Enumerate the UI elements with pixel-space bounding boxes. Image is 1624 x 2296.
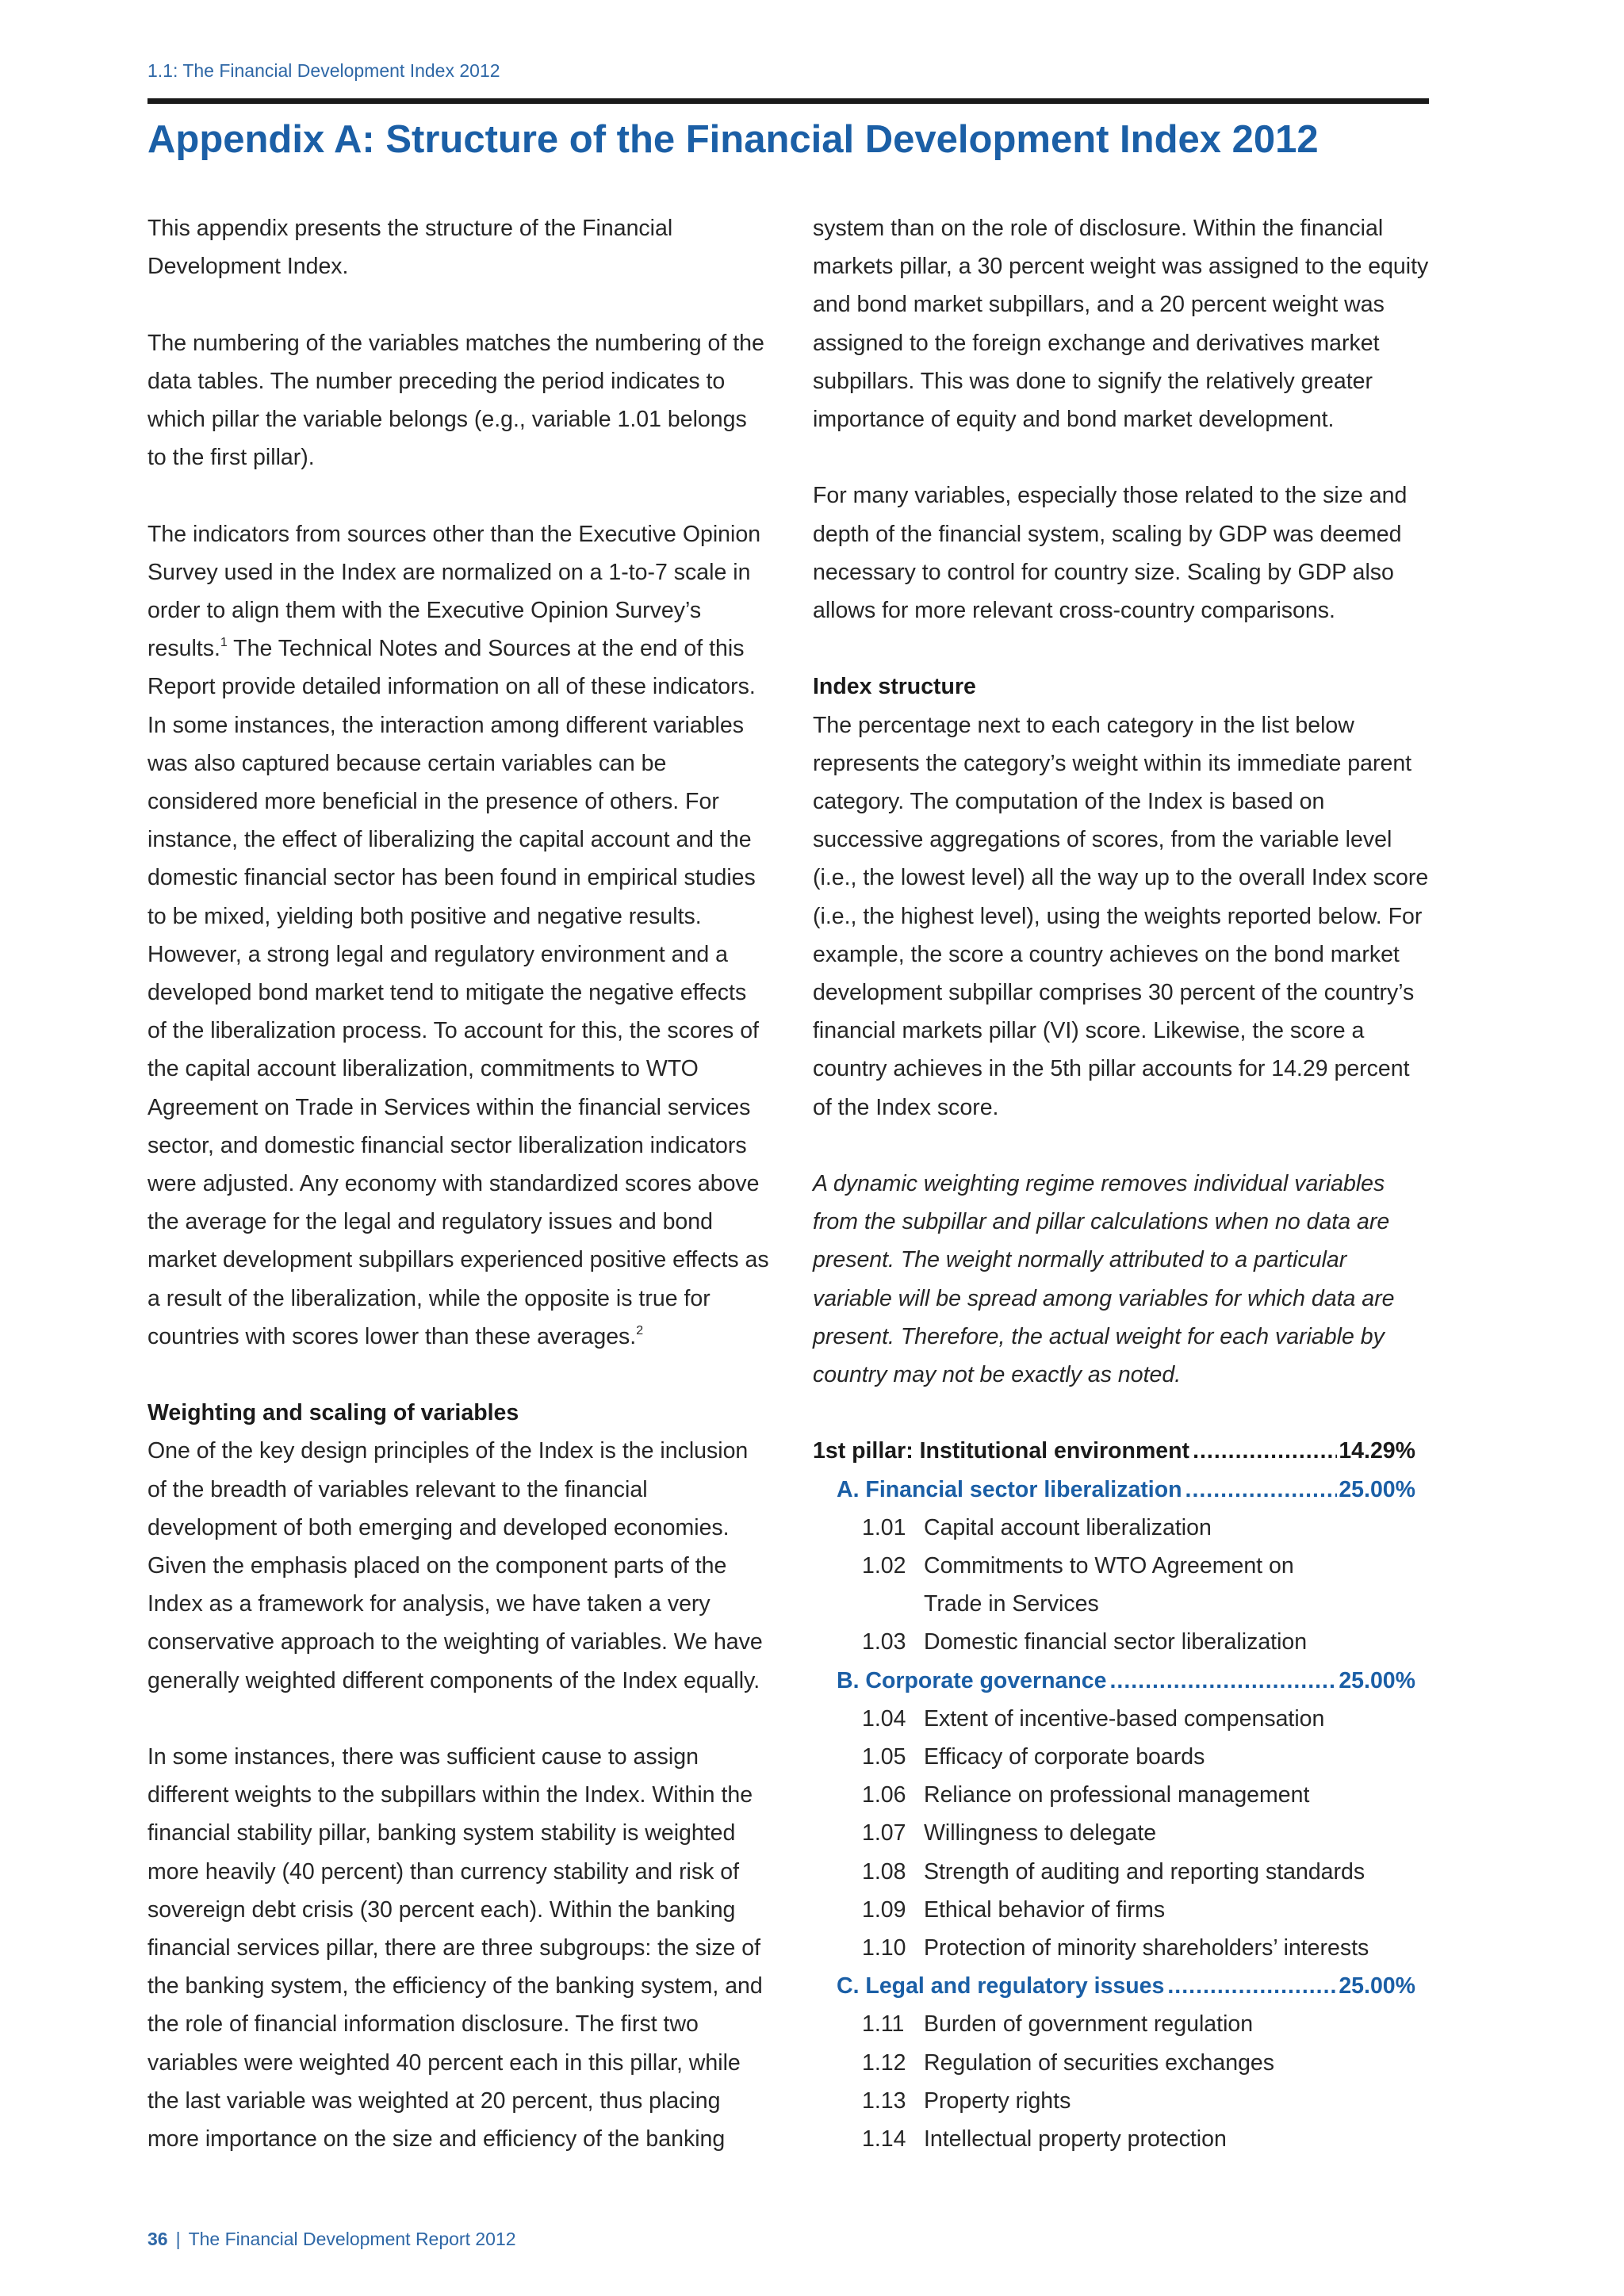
section-weight: 25.00% [1339,1476,1415,1502]
dot-leader [1167,1967,1337,2005]
variable-item [813,2082,1431,2120]
variable-item [813,1891,1431,1929]
variable-number: 1.07 [862,1820,906,1846]
index-structure-list [813,1432,1431,2158]
paragraph-design-principles: One of the key design principles of the Index is the inclusion of the breadth of variables relevant to the financial development of both emerging and developed economies. Given the emphasis placed on the component parts of the Index as a framework for analysis, we have taken a very conservative approach to the weighting of variables. We have generally weighted different components of the Index equally. [147,1438,763,1693]
page-title: Appendix A: Structure of the Financial Development Index 2012 [147,118,1319,161]
variable-number: 1.03 [862,1629,906,1655]
variable-item [813,1853,1431,1891]
paragraph-subpillar-weights: In some instances, there was sufficient cause to assign different weights to the subpillars within the Index. Within the financial stability pillar, banking system stability is weighted more heavily (40 percent) than currency stability and risk of sovereign debt crisis (30 percent each). Within the banking financial services pillar, there are three subgroups: the size of the banking system, the efficiency of the banking system, and the role of financial information disclosure. The first two variables were weighted 40 percent each in this pillar, while the last variable was weighted at 20 percent, thus placing more importance on the size and efficiency of the banking [147,1744,763,2152]
variable-number: 1.10 [862,1935,906,1961]
variable-item [813,1700,1431,1738]
variable-item [813,1738,1431,1776]
paragraph-numbering: The numbering of the variables matches the numbering of the data tables. The number preceding the period indicates to which pillar the variable belongs (e.g., variable 1.01 belongs to the first pillar). [147,330,764,471]
variable-name: Property rights [924,2087,1071,2114]
dot-leader [1185,1471,1338,1509]
variable-name: Willingness to delegate [924,1820,1157,1846]
subheading-weighting: Weighting and scaling of variables [147,1400,519,1426]
paragraph-gdp-scaling: For many variables, especially those related to the size and depth of the financial system, scaling by GDP was deemed necessary to control for country size. Scaling by GDP also allows for more relevant cross-country comparisons. [813,483,1408,624]
paragraph-weight-explanation: The percentage next to each category in the list below represents the category’s weight within its immediate parent category. The computation of the Index is based on successive aggregations of scores, from the variable level (i.e., the lowest level) all the way up to the overall Index score (i.e., the highest level), using the weights reported below. For example, the score a country achieves on the bond market development subpillar comprises 30 percent of the country’s financial markets pillar (VI) score. Likewise, the score a country achieves in the 5th pillar accounts for 14.29 percent of the Index score. [813,712,1429,1120]
report-title: The Financial Development Report 2012 [188,2229,516,2249]
running-head: 1.1: The Financial Development Index 2012 [147,60,500,81]
paragraph-normalization-part1: The indicators from sources other than the Executive Opinion Survey used in the Index are normalized on a 1-to-7 scale in order to align them with the Executive Opinion Survey’s results. [147,521,761,662]
dot-leader [1110,1662,1338,1700]
pillar-label: 1st pillar: Institutional environment [813,1438,1190,1464]
variable-name: Extent of incentive-based compensation [924,1705,1325,1732]
page-number: 36 [147,2229,168,2249]
variable-item [813,1776,1431,1814]
footnote-marker-2[interactable]: 2 [636,1323,644,1337]
variable-number: 1.05 [862,1744,906,1770]
variable-number: 1.09 [862,1896,906,1923]
footnote-marker-1[interactable]: 1 [220,636,228,650]
section-item [813,1662,1415,1700]
variable-number: 1.12 [862,2049,906,2076]
variable-name: Burden of government regulation [924,2011,1254,2038]
variable-name: Reliance on professional management [924,1782,1310,1808]
variable-name: Protection of minority shareholders’ interests [924,1935,1369,1961]
variable-number: 1.11 [862,2011,905,2038]
section-label: A. Financial sector liberalization [837,1476,1182,1502]
variable-number: 1.13 [862,2087,906,2114]
paragraph-intro: This appendix presents the structure of the Financial Development Index. [147,216,673,280]
variable-item [813,1509,1431,1547]
dot-leader [1193,1432,1337,1470]
variable-name: Ethical behavior of firms [924,1896,1166,1923]
variable-item [813,1814,1431,1852]
variable-item [813,1547,1431,1623]
paragraph-normalization [147,515,771,1356]
subheading-index-structure: Index structure [813,674,976,700]
variable-number: 1.02 [862,1553,906,1579]
page-footer [147,2229,516,2250]
right-column [813,209,1431,2158]
paragraph-normalization-part2: The Technical Notes and Sources at the end of this Report provide detailed information on all of these indicators. In some instances, the interaction among different variables was also captured because certain variables can be considered more beneficial in the presence of others. For instance, the effect of liberalizing the capital account and the domestic financial sector has been found in empirical studies to be mixed, yielding both positive and negative results. However, a strong legal and regulatory environment and a developed bond market tend to mitigate the negative effects of the liberalization process. To account for this, the scores of the capital account liberalization, commitments to WTO Agreement on Trade in Services within the financial services sector, and domestic financial sector liberalization indicators were adjusted. Any economy with standardized scores above the average for the legal and regulatory issues and bond market development subpillars experienced positive effects as a result of the liberalization, while the opposite is true for countries with scores lower than these averages. [147,636,769,1349]
variable-number: 1.04 [862,1705,906,1732]
paragraph-dynamic-weighting: A dynamic weighting regime removes individual variables from the subpillar and pillar calculations when no data are present. The weight normally attributed to a particular variable will be spread among variables for which data are present. Therefore, the actual weight for each variable by country may not be exactly as noted. [813,1171,1395,1388]
variable-item [813,1623,1431,1661]
pillar-item [813,1432,1415,1470]
header-rule [147,98,1429,104]
variable-name: Capital account liberalization [924,1514,1212,1540]
section-label: B. Corporate governance [837,1667,1107,1693]
variable-number: 1.01 [862,1514,906,1540]
variable-name: Commitments to WTO Agreement on Trade in Services [924,1553,1294,1617]
section-label: C. Legal and regulatory issues [837,1973,1165,1999]
section-item [813,1471,1415,1509]
variable-item [813,2120,1431,2158]
variable-item [813,1929,1431,1967]
pillar-weight: 14.29% [1339,1438,1415,1464]
variable-item [813,2044,1431,2082]
section-weight: 25.00% [1339,1973,1415,1999]
variable-name: Efficacy of corporate boards [924,1744,1205,1770]
variable-name: Domestic financial sector liberalization [924,1629,1308,1655]
left-column [147,209,771,2158]
paragraph-disclosure: system than on the role of disclosure. Within the financial markets pillar, a 30 percent weight was assigned to the equity and bond market subpillars, and a 20 percent weight was assigned to the foreign exchange and derivatives market subpillars. This was done to signify the relatively greater importance of equity and bond market development. [813,216,1429,433]
variable-number: 1.14 [862,2126,906,2152]
variable-name: Strength of auditing and reporting standards [924,1858,1365,1885]
variable-name: Regulation of securities exchanges [924,2049,1275,2076]
variable-item [813,2005,1431,2043]
section-item [813,1967,1415,2005]
variable-number: 1.08 [862,1858,906,1885]
footer-separator: | [175,2229,181,2249]
variable-name: Intellectual property protection [924,2126,1227,2152]
variable-number: 1.06 [862,1782,906,1808]
section-weight: 25.00% [1339,1667,1415,1693]
